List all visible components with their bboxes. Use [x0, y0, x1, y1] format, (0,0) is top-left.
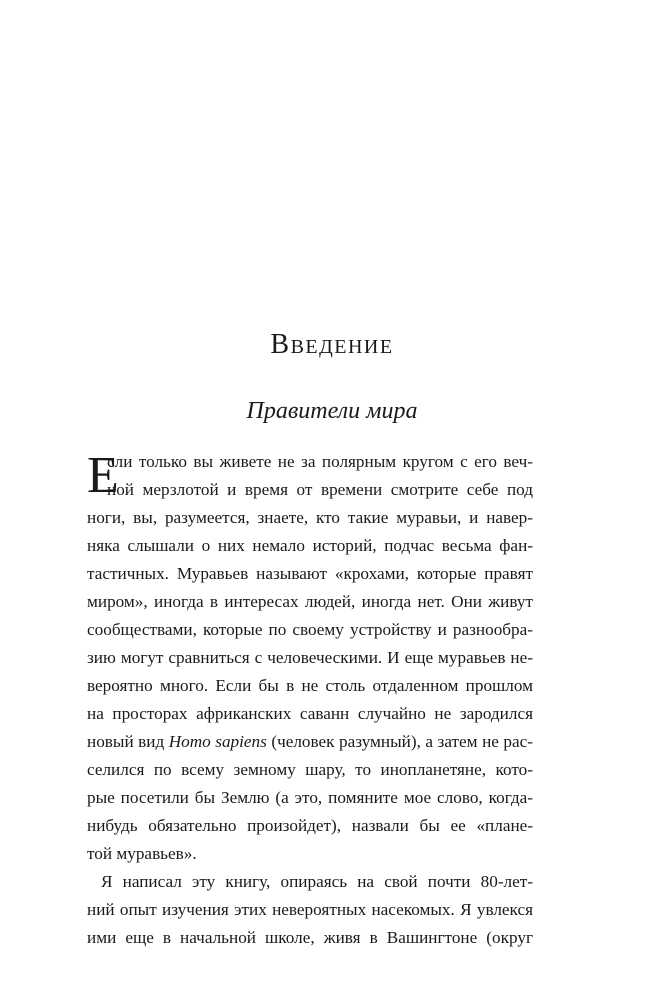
- text-line: сообществами, которые по своему устройству и разнообра-: [87, 620, 533, 639]
- text-line: зию могут сравниться с человеческими. И еще муравьев не-: [87, 648, 533, 667]
- chapter-title: Введение: [270, 329, 394, 360]
- species-name: Homo sapiens: [168, 732, 267, 751]
- text-line: [87, 728, 533, 756]
- text-line: сли только вы живете не за полярным кругом с его веч-: [107, 452, 533, 471]
- text-fragment: новый вид: [87, 732, 169, 751]
- body-text: [87, 448, 533, 952]
- text-line: нибудь обязательно произойдет), назвали бы ее «плане-: [87, 816, 533, 835]
- text-line: ноги, вы, разумеется, знаете, кто такие муравьи, и навер-: [87, 508, 533, 527]
- text-line: няка слышали о них немало историй, подчас весьма фан-: [87, 536, 533, 555]
- text-fragment: (человек разумный), а затем не рас-: [266, 732, 533, 751]
- text-line: ний опыт изучения этих невероятных насекомых. Я увлекся: [87, 900, 533, 919]
- text-line: ной мерзлотой и время от времени смотрите себе под: [107, 480, 533, 499]
- text-line: ими еще в начальной школе, живя в Вашингтоне (округ: [87, 928, 533, 947]
- text-line: той муравьев».: [87, 844, 197, 863]
- text-line: тастичных. Муравьев называют «крохами, которые правят: [87, 564, 533, 583]
- text-line: рые посетили бы Землю (а это, помяните мое слово, когда-: [87, 788, 533, 807]
- chapter-subtitle: Правители мира: [246, 398, 418, 424]
- text-line: миром», иногда в интересах людей, иногда нет. Они живут: [87, 592, 533, 611]
- text-line: селился по всему земному шару, то инопланетяне, кото-: [87, 760, 533, 779]
- text-line: на просторах африканских саванн случайно не зародился: [87, 704, 533, 723]
- text-line: вероятно много. Если бы в не столь отдаленном прошлом: [87, 676, 533, 695]
- text-line: Я написал эту книгу, опираясь на свой почти 80-лет-: [101, 872, 533, 891]
- drop-cap: Е: [87, 447, 119, 504]
